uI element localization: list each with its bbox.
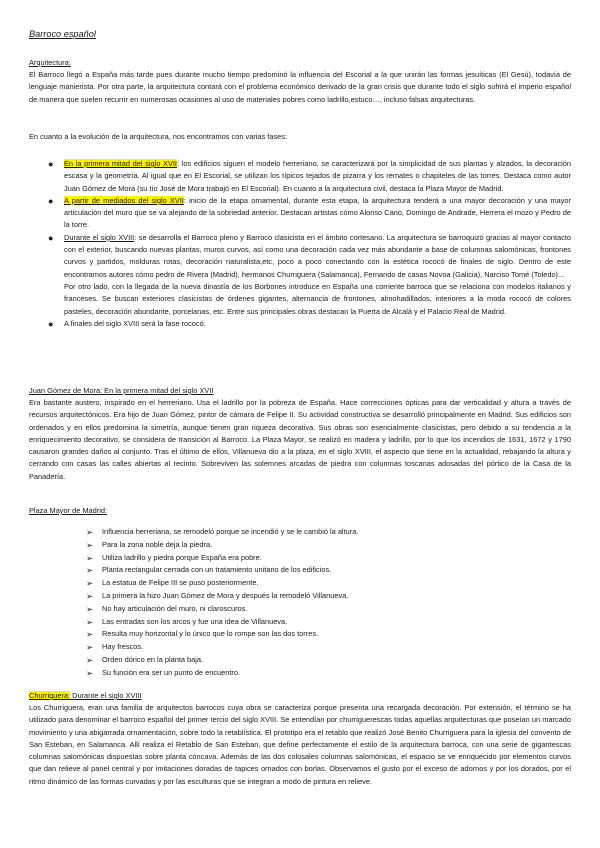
- plaza-item: [86, 641, 526, 654]
- phase-text: : los edificios siguen el modelo herreriano, se caracterizará por la simplicidad de sus plantas y alzados, la decoración escasa y la geometría. Al igual que en El Escorial, se utilizan los típicos tejados de pizarra y los remates o chapiteles de las torres. Destaca como autor Juan Gómez de Mora (su tío José de Mora trabajó en El Escorial). En cuanto a la arquitectura civil, destaca la Plaza Mayor de Madrid.: [64, 159, 571, 193]
- phase-text: A finales del siglo XVIII será la fase rococó.: [64, 318, 206, 328]
- arquitectura-paragraph: El Barroco llegó a España más tarde pues durante mucho tiempo predominó la influencia del Escorial a la que unirán las formas jesuíticas (El Gesú), todavía de lenguaje manierista. Por otra parte, la arquitectura contará con el problema económico derivado de la gran crisis que durante todo el siglo sufrirá el imperio español de manera que suelen recurrir en numerosas ocasiones al uso de materiales pobres como ladrillo,estuco…, incluso falsas arquitecturas.: [29, 70, 571, 104]
- plaza-item-text: No hay articulación del muro, ni claroscuros.: [102, 603, 248, 613]
- phase-label: En la primera mitad del siglo XVII: [64, 159, 177, 168]
- plaza-item: [86, 667, 526, 680]
- phase-label: Durante el siglo XVIII: [64, 232, 135, 242]
- plaza-heading: Plaza Mayor de Madrid:: [29, 506, 108, 515]
- plaza-item: [86, 564, 526, 577]
- plaza-item: [86, 654, 526, 667]
- arquitectura-heading: Arquitectura:: [29, 58, 71, 67]
- page-title: Barroco español: [29, 29, 96, 39]
- arrow-icon: ➢: [86, 565, 94, 576]
- plaza-item: [86, 526, 526, 539]
- bullet-icon: ●: [48, 195, 54, 206]
- arrow-icon: ➢: [86, 539, 94, 550]
- arrow-icon: ➢: [86, 527, 94, 537]
- phase-item: [48, 158, 571, 195]
- churriguera-heading-name: Churriguera:: [29, 691, 71, 700]
- plaza-item-text: Planta rectangular cerrada con un tratamiento unitario de los edificios.: [102, 565, 332, 575]
- plaza-item: [86, 552, 526, 565]
- churriguera-heading: [29, 690, 571, 702]
- phase-item: [48, 195, 571, 232]
- plaza-item: [86, 628, 526, 641]
- phases-intro: En cuanto a la evolución de la arquitectura, nos encontramos con varias fases:: [29, 132, 288, 141]
- plaza-item-text: Hay frescos.: [102, 642, 144, 652]
- plaza-item-text: La primera la hizo Juan Gómez de Mora y después la remodeló Villanueva.: [102, 590, 349, 600]
- phase-item: [48, 232, 571, 318]
- plaza-item-text: Las entradas son los arcos y fue una idea de Villanueva.: [102, 616, 288, 626]
- phase-label: A partir de mediados del siglo XVII: [64, 195, 184, 205]
- plaza-list: [86, 526, 526, 680]
- churriguera-paragraph: Los Churriguera, eran una familia de arquitectos barrocos cuya obra se caracteriza porque presenta una recargada decoración. Por extensión, el término se ha utilizado para denominar el barroco español del primer tercio del siglo XVIII. Se entendían por churriguerescas todas aquellas arquitecturas que poseían un marcado movimiento y una abigarrada ornamentación, sobre todo la retablística. El prototipo era el retablo que realizó José Benito Churriguera para la iglesia del convento de San Esteban, en Salamanca. Allí realiza el Retablo de San Esteban, que define perfectamente el estilo de la arquitectura barroca, con una serie de gigantescas columnas salomónicas dispuestas sobre planta cóncava. Además de las dos colosales columnas salomónicas, el espacio se ve enriquecido por elementos curvos que dan relieve al panel central y por imitaciones doradas de tapices ornados con borlas. Observamos el gusto por el exceso de adornos y por los dorados, por el ritmo dinámico de las formas curvadas y por las esculturas que se integran a modo de pintura en relieve.: [29, 703, 571, 786]
- plaza-item-text: Influencia herreriana, se remodeló porque se incendió y se le cambió la altura.: [102, 527, 359, 536]
- phase-text: : se desarrolla el Barroco pleno y Barroco clasicista en el ámbito cortesano. La arquitectura se barroquizó gracias al mayor contacto con el exterior, buscando nuevas plantas, muros curvos, así como una decoración cada vez más abundante a base de columnas salomónicas, frontones curvos y partidos, molduras rotas, decoración naturalista,etc, poco a poco conectando con la estética rococó de finales de siglo. Dentro de este encontramos autores cómo pedro de Rivera (Madrid), hermanos Churriguera (Salamanca), Fernando de casas Novoa (Galicia), Narciso Tomé (Toledo)...: [64, 232, 571, 279]
- arrow-icon: ➢: [86, 642, 94, 653]
- plaza-item-text: Resulta muy horizontal y lo único que lo rompe son las dos torres.: [102, 629, 319, 639]
- plaza-item-text: Utiliza ladrillo y piedra porque España era pobre.: [102, 552, 262, 562]
- arrow-icon: ➢: [86, 578, 94, 589]
- arrow-icon: ➢: [86, 603, 94, 614]
- plaza-item-text: La estatua de Felipe III se puso posteriormente.: [102, 578, 259, 588]
- arrow-icon: ➢: [86, 616, 94, 627]
- plaza-item-text: Para la zona noble deja la piedra.: [102, 539, 213, 549]
- arrow-icon: ➢: [86, 654, 94, 665]
- phase-extra: Por otro lado, con la llegada de la nueva dinastía de los Borbones introduce en España una corriente barroca que se relaciona con modelos italianos y franceses. Se buscan exteriores clasicistas de órdenes gigantes, alternancia de frontones, almohadillados, interiores a la moda rococó de colores pasteles, decoración abundante, porcelanas, etc. Entre sus principales obras destacan la Puerta de Alcalá y el Palacio Real de Madrid.: [64, 281, 571, 316]
- juan-heading: Juan Gómez de Mora: En la primera mitad del siglo XVII: [29, 386, 214, 395]
- phase-item: [48, 318, 571, 330]
- arrow-icon: ➢: [86, 667, 94, 678]
- plaza-item: [86, 577, 526, 590]
- churriguera-heading-period: Durante el siglo XVIII: [70, 691, 142, 700]
- plaza-item: [86, 590, 526, 603]
- arrow-icon: ➢: [86, 629, 94, 640]
- phase-text: : inicio de la etapa ornamental, durante esta etapa, la arquitectura tenderá a una mayor decoración y una mayor articulación del muro que se va alejando de la sobriedad anterior. Destacan artistas cómo Alonso Cano, Domingo de Andrade, Herrera el mozo y Pedro de la torre.: [64, 195, 571, 230]
- arrow-icon: ➢: [86, 552, 94, 563]
- plaza-item: [86, 603, 526, 616]
- plaza-item: [86, 616, 526, 629]
- arrow-icon: ➢: [86, 590, 94, 601]
- plaza-item: [86, 539, 526, 552]
- bullet-icon: ●: [48, 159, 54, 169]
- phases-list: [48, 158, 571, 330]
- bullet-icon: ●: [48, 232, 54, 243]
- bullet-icon: ●: [48, 318, 54, 329]
- plaza-item-text: Su función era ser un punto de encuentro.: [102, 667, 241, 677]
- plaza-item-text: Orden dórico en la planta baja.: [102, 654, 204, 664]
- juan-paragraph: Era bastante austero, inspirado en el herreriano. Usa el ladrillo por la pobreza de España. Hace correcciones ópticas para dar verticalidad y altura a través de recursos arquitectónicos. Era hijo de Juan Gómez, pintor de cámara de Felipe II. Su actividad constructiva se desarrolló principalmente en Madrid. Sus edificios son ordenados y en ellos predomina la simetría, aunque tienen gran riqueza decorativa. Sus obras son esencialmente clasicistas, pero debido a su tendencia a la enriquecimiento decorativo, se considera de transición al Barroco. La Plaza Mayor, se realizó en madera y ladrillo, por lo que los incendios de 1631, 1672 y 1790 causaron grandes daños al conjunto. Tras el último de ellos, Villanueva dio a la plaza, en el siglo XVIII, el aspecto que tiene en la actualidad, rebajando la altura y cerrando con casas las calles abiertas al recinto. Sobreviven las solemnes arcadas de piedra con columnas toscanas adosadas del pórtico de la Casa de la Panadería.: [29, 398, 571, 481]
